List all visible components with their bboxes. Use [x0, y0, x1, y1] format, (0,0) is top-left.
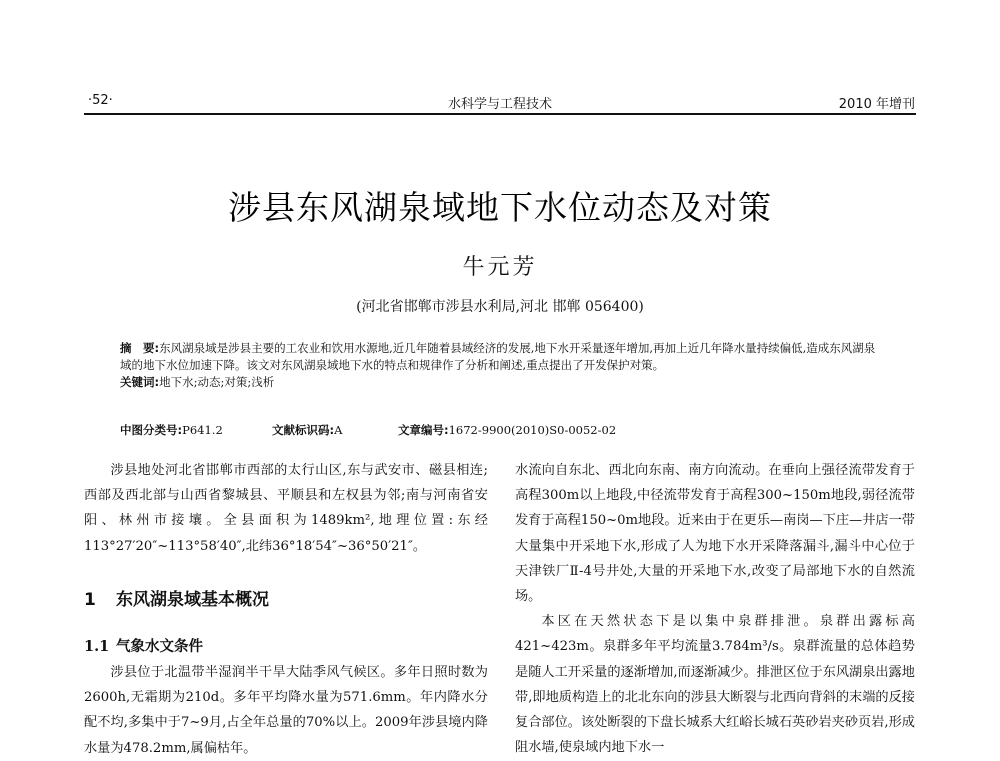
abstract-label: 摘 要: [120, 341, 160, 355]
left-column-intro [84, 458, 488, 559]
clc-number [120, 422, 223, 438]
keywords [120, 374, 882, 391]
section-1-1-heading [84, 635, 203, 656]
flow-paragraph: 水流向自东北、西北向东南、南方向流动。在垂向上强径流带发育于高程300m以上地段,中径流带发育于高程300~150m地段,弱径流带发育于高程150~0m地段。近来由于在更乐—南岗—下庄—井店一带大量集中开采地下水,形成了人为地下水开采降落漏斗,漏斗中心位于天津铁厂Ⅱ-4号井处,大量的开采地下水,改变了局部地下水的自然流场。 [515, 463, 915, 605]
section-1-title: 东风湖泉域基本概况 [116, 590, 269, 610]
clc-label: 中图分类号: [120, 423, 183, 437]
clc-value: P641.2 [182, 423, 223, 437]
author-name: 牛元芳 [462, 255, 538, 280]
article-title: 涉县东风湖泉域地下水位动态及对策 [228, 188, 772, 227]
journal-name: 水科学与工程技术 [447, 97, 552, 112]
left-column-climate [84, 660, 488, 761]
spring-paragraph: 本区在天然状态下是以集中泉群排泄。泉群出露标高421~423m。泉群多年平均流量3.784m³/s。泉群流量的总体趋势是随人工开采量的逐渐增加,而逐渐减少。排泄区位于东风湖泉出露地带,即地质构造上的北北东向的涉县大断裂与北西向背斜的末端的反接复合部位。该处断裂的下盘长城系大红峪长城石英砂岩夹砂页岩,形成阻水墙,使泉域内地下水一 [515, 614, 915, 756]
affiliation: (河北省邯郸市涉县水利局,河北 邯郸 056400) [356, 299, 644, 315]
section-1-heading [84, 585, 269, 610]
abstract-text: 东风湖泉域是涉县主要的工农业和饮用水源地,近几年随着县域经济的发展,地下水开采量逐年增加,再加上近几年降水量持续偏低,造成东风湖泉域的地下水位加速下降。该文对东风湖泉域地下水的特点和规律作了分析和阐述,重点提出了开发保护对策。 [120, 341, 876, 372]
abstract-block [120, 340, 882, 391]
section-1-number: 1 [84, 590, 96, 610]
doc-code-value: A [334, 423, 343, 437]
page-number: ·52· [88, 93, 113, 108]
right-column [515, 458, 915, 760]
article-number [398, 422, 616, 438]
article-number-label: 文章编号: [398, 423, 449, 437]
article-number-value: 1672-9900(2010)S0-0052-02 [448, 423, 617, 437]
header-rule [84, 113, 916, 115]
keywords-label: 关键词: [120, 375, 160, 389]
climate-paragraph: 涉县位于北温带半湿润半干旱大陆季风气候区。多年日照时数为2600h,无霜期为210d。多年平均降水量为571.6mm。年内降水分配不均,多集中于7~9月,占全年总量的70%以上。2009年涉县境内降水量为478.2mm,属偏枯年。 [84, 665, 488, 756]
document-code [272, 422, 342, 438]
abstract [120, 340, 882, 374]
section-1-1-title: 气象水文条件 [116, 638, 203, 655]
keywords-text: 地下水;动态;对策;浅析 [159, 375, 275, 389]
section-1-1-number: 1.1 [84, 638, 110, 655]
doc-code-label: 文献标识码: [272, 423, 335, 437]
issue-label: 2010 年增刊 [838, 97, 915, 112]
intro-paragraph: 涉县地处河北省邯郸市西部的太行山区,东与武安市、磁县相连;西部及西北部与山西省黎城县、平顺县和左权县为邻;南与河南省安阳、林州市接壤。全县面积为1489km²,地理位置:东经113°27′20″~113°58′40″,北纬36°18′54″~36°50′21″。 [84, 463, 488, 554]
